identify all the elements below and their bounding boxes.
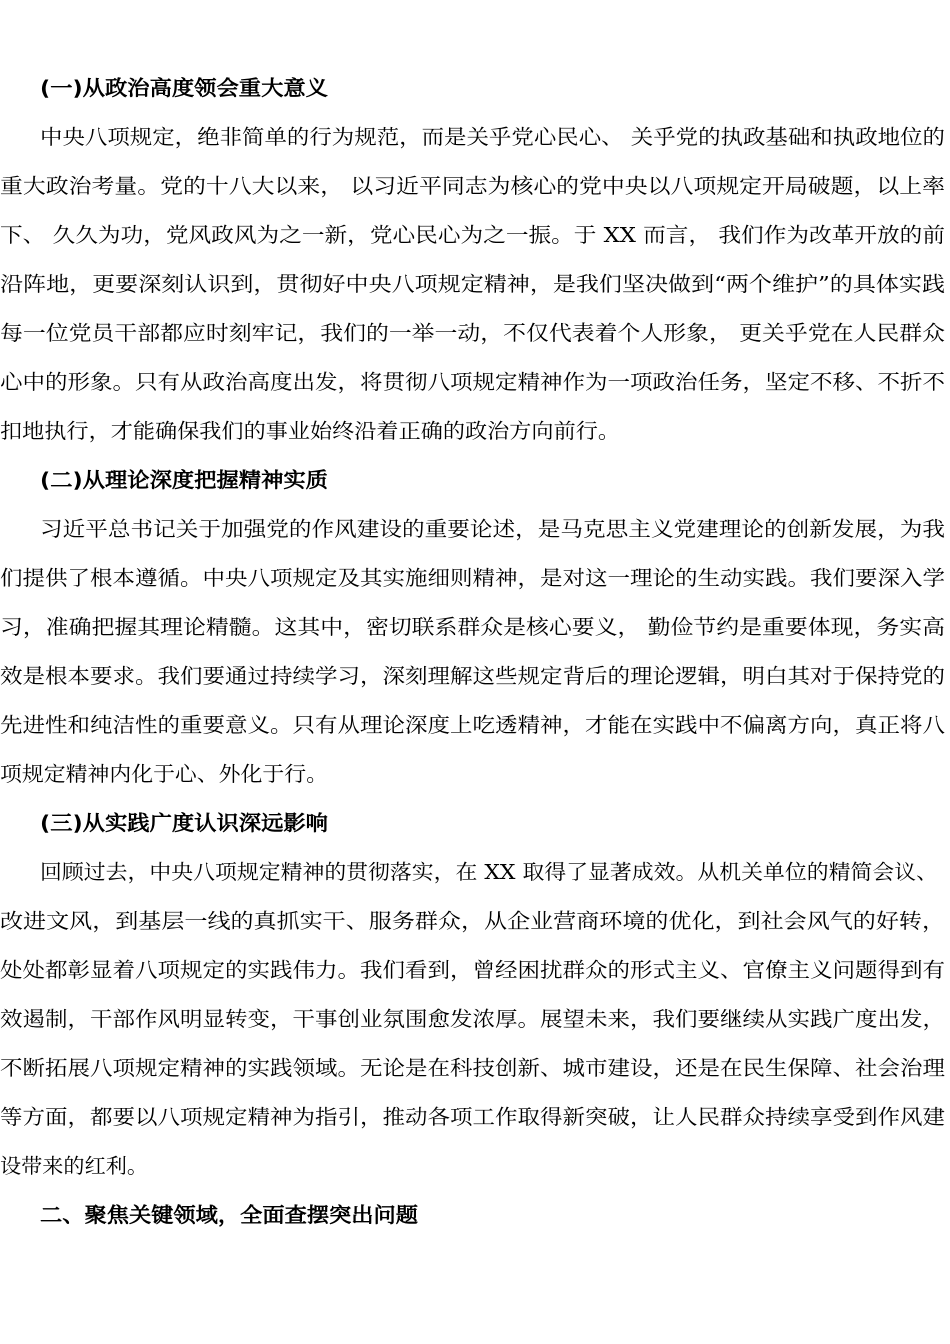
paragraph-line xyxy=(0,1048,950,1088)
paragraph-line xyxy=(0,215,950,255)
paragraph-line xyxy=(0,166,950,206)
paragraph-line xyxy=(0,362,950,402)
paragraph-line xyxy=(0,950,950,990)
line-text: 处处都彰显着八项规定的实践伟力。我们看到，曾经困扰群众的形式主义、官僚主义问题得到有 xyxy=(0,958,945,982)
line-text: 习，准确把握其理论精髓。这其中，密切联系群众是核心要义， 勤俭节约是重要体现，务实高 xyxy=(0,615,945,639)
heading-text: (一)从政治高度领会重大意义 xyxy=(40,76,328,100)
paragraph-line xyxy=(0,264,950,304)
line-text: 重大政治考量。党的十八大以来， 以习近平同志为核心的党中央以八项规定开局破题，以上率 xyxy=(0,174,945,198)
paragraph-line xyxy=(0,607,950,647)
heading-text: (二)从理论深度把握精神实质 xyxy=(40,468,328,492)
line-text: 下、 久久为功，党风政风为之一新，党心民心为之一振。于 XX 而言， 我们作为改革开放的前 xyxy=(0,223,946,247)
line-text: 改进文风，到基层一线的真抓实干、服务群众，从企业营商环境的优化，到社会风气的好转， xyxy=(0,909,945,933)
paragraph-line xyxy=(0,313,950,353)
heading-text: 二、聚焦关键领域，全面查摆突出问题 xyxy=(40,1203,418,1227)
line-text: 效遏制，干部作风明显转变，干事创业氛围愈发浓厚。展望未来，我们要继续从实践广度出发， xyxy=(0,1007,945,1031)
paragraph-line xyxy=(0,852,950,892)
line-text: 等方面，都要以八项规定精神为指引，推动各项工作取得新突破，让人民群众持续享受到作风建 xyxy=(0,1105,945,1129)
line-text: 心中的形象。只有从政治高度出发，将贯彻八项规定精神作为一项政治任务，坚定不移、不折不 xyxy=(0,370,945,394)
line-text: 效是根本要求。我们要通过持续学习，深刻理解这些规定背后的理论逻辑，明白其对于保持党的 xyxy=(0,664,945,688)
line-text: 习近平总书记关于加强党的作风建设的重要论述，是马克思主义党建理论的创新发展，为我 xyxy=(40,517,945,541)
paragraph-line xyxy=(0,1146,950,1186)
paragraph-line xyxy=(0,1097,950,1137)
paragraph-line xyxy=(0,117,950,157)
section-heading-2 xyxy=(0,460,950,500)
paragraph-line xyxy=(0,656,950,696)
section-heading-3 xyxy=(0,803,950,843)
paragraph-line xyxy=(0,558,950,598)
heading-text: (三)从实践广度认识深远影响 xyxy=(40,811,328,835)
line-text: 回顾过去，中央八项规定精神的贯彻落实，在 XX 取得了显著成效。从机关单位的精简会议、 xyxy=(40,860,938,884)
chapter-heading xyxy=(0,1195,950,1235)
line-text: 们提供了根本遵循。中央八项规定及其实施细则精神，是对这一理论的生动实践。我们要深入学 xyxy=(0,566,945,590)
paragraph-line xyxy=(0,901,950,941)
paragraph-line xyxy=(0,411,950,451)
line-text: 不断拓展八项规定精神的实践领域。无论是在科技创新、城市建设，还是在民生保障、社会治理 xyxy=(0,1056,945,1080)
line-text: 中央八项规定，绝非简单的行为规范，而是关乎党心民心、 关乎党的执政基础和执政地位的 xyxy=(40,125,945,149)
line-text: 项规定精神内化于心、外化于行。 xyxy=(0,762,329,786)
paragraph-line xyxy=(0,509,950,549)
line-text: 沿阵地，更要深刻认识到，贯彻好中央八项规定精神，是我们坚决做到“两个维护”的具体实践 xyxy=(0,272,945,296)
paragraph-line xyxy=(0,754,950,794)
section-heading-1 xyxy=(0,68,950,108)
line-text: 先进性和纯洁性的重要意义。只有从理论深度上吃透精神，才能在实践中不偏离方向，真正将八 xyxy=(0,713,945,737)
line-text: 扣地执行，才能确保我们的事业始终沿着正确的政治方向前行。 xyxy=(0,419,620,443)
paragraph-line xyxy=(0,705,950,745)
line-text: 每一位党员干部都应时刻牢记，我们的一举一动，不仅代表着个人形象， 更关乎党在人民群众 xyxy=(0,321,945,345)
line-text: 设带来的红利。 xyxy=(0,1154,148,1178)
paragraph-line xyxy=(0,999,950,1039)
